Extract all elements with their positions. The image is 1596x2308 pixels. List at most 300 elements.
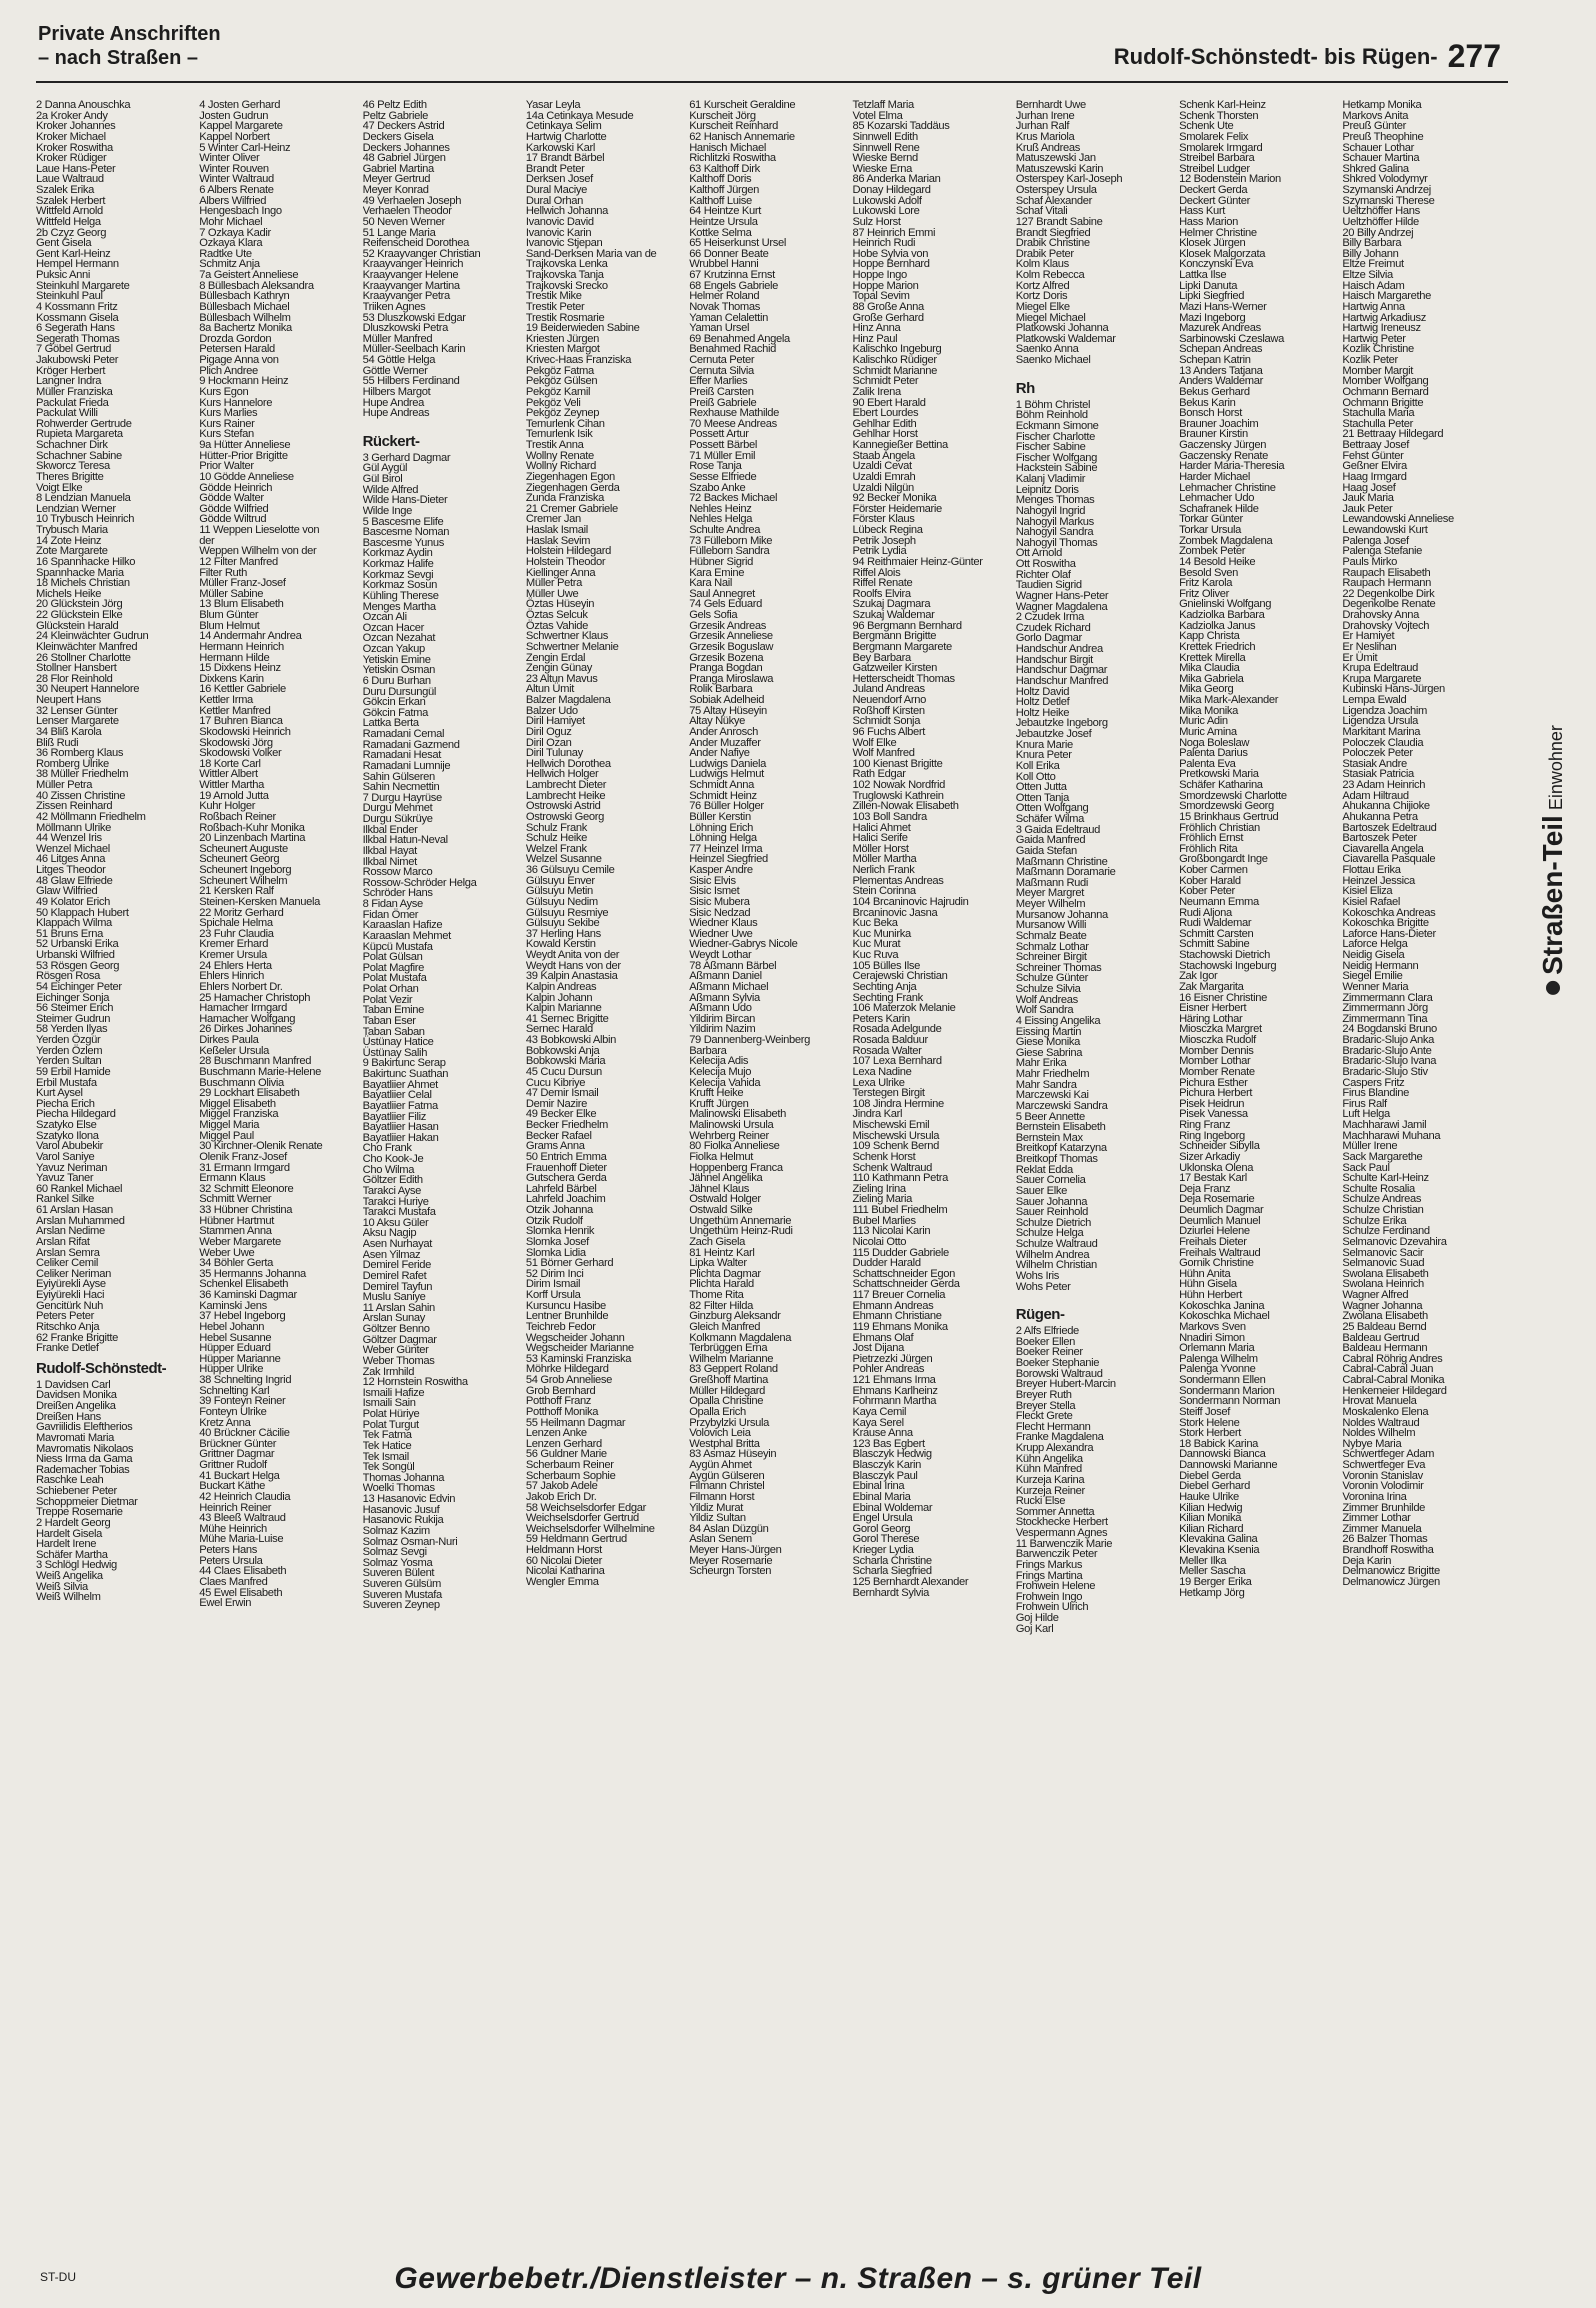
resident-entry: Celiker Neriman xyxy=(36,1267,111,1280)
resident-entry: 53 Rösgen Georg xyxy=(36,959,120,972)
resident-entry: 6 Duru Burhan xyxy=(362,674,431,687)
resident-entry: Lambrecht Heike xyxy=(525,789,606,802)
resident-entry: Kilian Hedwig xyxy=(1179,1501,1243,1514)
resident-entry: Kretz Anna xyxy=(199,1416,251,1429)
directory-column-8 xyxy=(1179,100,1342,2252)
directory-column-9 xyxy=(1342,100,1505,2252)
resident-entry: Brandt Peter xyxy=(525,162,585,175)
resident-entry: 4 Eissing Angelika xyxy=(1015,1014,1101,1027)
resident-entry: Kalthoff Doris xyxy=(689,173,752,186)
resident-entry: Lentner Brunhilde xyxy=(525,1310,609,1323)
resident-entry: Gatzweiler Kirsten xyxy=(852,662,937,675)
resident-entry: 36 Romberg Klaus xyxy=(36,747,124,760)
resident-entry: Petersen Harald xyxy=(199,343,275,356)
resident-entry: Trestik Rosmarie xyxy=(525,311,605,324)
resident-entry: Zieling Irina xyxy=(852,1182,906,1195)
resident-entry: Yildiz Murat xyxy=(689,1501,744,1514)
resident-entry: Drabik Christine xyxy=(1015,237,1090,250)
resident-entry: Sechting Frank xyxy=(852,991,923,1004)
resident-entry: 73 Fülleborn Mike xyxy=(689,534,773,547)
resident-entry: Steimer Gudrun xyxy=(36,1012,111,1025)
resident-entry: Siegel Emilie xyxy=(1342,970,1403,983)
resident-entry: Davidsen Monika xyxy=(36,1389,117,1402)
resident-entry: 105 Bülles Ilse xyxy=(852,959,920,972)
column-spacer xyxy=(363,419,524,427)
resident-entry: 1 Böhm Christel xyxy=(1015,398,1091,411)
resident-entry: Weber Uwe xyxy=(199,1246,255,1259)
resident-entry: Michels Heike xyxy=(36,587,102,600)
resident-entry: Lukowski Lore xyxy=(852,205,920,218)
resident-entry: Aßmann Udo xyxy=(689,1002,752,1015)
resident-entry: Puksic Anni xyxy=(36,269,90,281)
resident-entry: Zombek Magdalena xyxy=(1179,534,1273,547)
resident-entry: Lewandowski Kurt xyxy=(1342,524,1428,536)
resident-entry: Ostrowski Georg xyxy=(525,810,604,823)
resident-entry: Pekgöz Fatma xyxy=(525,364,594,377)
resident-entry: Ostrowski Astrid xyxy=(525,800,601,813)
resident-entry: Mazi Ingeborg xyxy=(1179,311,1246,324)
resident-entry: Grittner Rudolf xyxy=(199,1459,267,1471)
resident-entry: Er Neslihan xyxy=(1342,640,1397,653)
resident-entry: Fiolka Helmut xyxy=(689,1150,754,1163)
resident-entry: Preuß Günter xyxy=(1342,120,1406,133)
resident-entry: Diebel Gerhard xyxy=(1179,1480,1251,1493)
header-rule xyxy=(36,81,1508,83)
resident-entry: Schepan Katrin xyxy=(1179,354,1251,366)
resident-entry: Dixkens Karin xyxy=(199,672,264,685)
resident-entry: Polat Vezir xyxy=(362,993,413,1006)
resident-entry: Haisch Margarethe xyxy=(1342,290,1431,303)
resident-entry: Klosek Jürgen xyxy=(1179,237,1246,250)
resident-entry: Ozcan Hacer xyxy=(362,621,425,634)
resident-entry: Nahogyil Sandra xyxy=(1015,526,1094,539)
resident-entry: Kroker Johannes xyxy=(36,120,116,133)
resident-entry: Szabo Anke xyxy=(689,481,746,494)
resident-entry: Kapp Christa xyxy=(1179,630,1240,643)
resident-entry: Solmaz Yosma xyxy=(362,1556,433,1569)
resident-entry: Stammen Anna xyxy=(199,1225,272,1238)
resident-entry: Ochmann Bernard xyxy=(1342,385,1429,398)
resident-entry: Yetiskin Emine xyxy=(362,653,431,666)
resident-entry: Polat Hüriye xyxy=(362,1408,420,1420)
resident-entry: Wegscheider Johann xyxy=(525,1331,625,1344)
resident-entry: Bayatliier Celal xyxy=(362,1089,432,1102)
resident-entry: Mohr Michael xyxy=(199,215,263,228)
resident-entry: Nahogyil Ingrid xyxy=(1015,504,1086,517)
resident-entry: Olenik Franz-Josef xyxy=(199,1150,287,1163)
resident-entry: Scherbaum Sophie xyxy=(525,1469,616,1482)
resident-entry: Frohwein Ulrich xyxy=(1015,1601,1089,1614)
resident-entry: Potthoff Monika xyxy=(525,1405,599,1418)
resident-entry: Göltzer Dagmar xyxy=(362,1333,437,1346)
resident-entry: Dannowski Bianca xyxy=(1179,1448,1266,1461)
resident-entry: 110 Kathmann Petra xyxy=(852,1172,948,1185)
resident-entry: Ostwald Holger xyxy=(689,1193,761,1206)
resident-entry: Schulte Andrea xyxy=(689,524,761,536)
resident-entry: Krufft Heike xyxy=(689,1087,744,1100)
resident-entry: Winter Rouven xyxy=(199,162,269,175)
resident-entry: Treppe Rosemarie xyxy=(36,1506,123,1519)
resident-entry: Kurs Hannelore xyxy=(199,396,273,409)
resident-entry: Büllesbach Kathryn xyxy=(199,290,290,303)
resident-entry: 52 Urbanski Erika xyxy=(36,938,119,951)
resident-entry: Dirim Ismail xyxy=(525,1278,581,1291)
resident-entry: Packulat Frieda xyxy=(36,396,109,409)
resident-entry: Büller Kerstin xyxy=(689,810,751,823)
resident-entry: Ehmans Olaf xyxy=(852,1331,914,1344)
resident-entry: Marczewski Sandra xyxy=(1015,1099,1108,1112)
resident-entry: Pigage Anna von xyxy=(199,354,279,366)
resident-entry: 56 Steimer Erich xyxy=(36,1002,114,1015)
resident-entry: Heinrich Rudi xyxy=(852,237,916,250)
resident-entry: 13 Hasanovic Edvin xyxy=(362,1493,456,1505)
resident-entry: Rose Tanja xyxy=(689,460,742,473)
resident-entry: Kalthoff Luise xyxy=(689,194,752,207)
resident-entry: 43 Bleeß Waltraud xyxy=(199,1512,286,1525)
resident-entry: Weiß Silvia xyxy=(36,1580,88,1593)
resident-entry: Neumann Emma xyxy=(1179,895,1259,908)
resident-entry: Welzel Frank xyxy=(525,842,587,855)
resident-entry: Miggel Maria xyxy=(199,1119,260,1131)
resident-entry: 51 Lange Maria xyxy=(362,226,436,239)
resident-entry: Rexhause Mathilde xyxy=(689,407,780,420)
resident-entry: Gülsuyu Metin xyxy=(525,885,593,898)
resident-entry: Kursuncu Hasibe xyxy=(525,1299,606,1312)
resident-entry: Schmidt Heinz xyxy=(689,789,757,802)
resident-entry: Öztas Hüseyin xyxy=(525,598,595,611)
resident-entry: Lipki Siegfried xyxy=(1179,290,1245,303)
resident-entry: Piecha Hildegard xyxy=(36,1108,116,1121)
resident-entry: Große Gerhard xyxy=(852,311,924,324)
resident-entry: Ozcan Nezahat xyxy=(362,632,436,645)
resident-entry: Schenk Ute xyxy=(1179,120,1234,133)
resident-entry: Kurzeja Karina xyxy=(1015,1473,1085,1486)
resident-entry: Hühn Herbert xyxy=(1179,1289,1243,1301)
resident-entry: Lehmacher Udo xyxy=(1179,492,1255,505)
resident-entry: Aßmann Sylvia xyxy=(689,991,760,1004)
resident-entry: Cetinkaya Selim xyxy=(525,120,602,133)
directory-columns xyxy=(36,100,1506,2252)
resident-entry: Ungethüm Annemarie xyxy=(689,1214,792,1227)
resident-entry: Sinnwell Rene xyxy=(852,141,920,154)
resident-entry: Mahr Friedhelm xyxy=(1015,1068,1090,1080)
resident-entry: Trajkovska Tanja xyxy=(525,269,604,281)
resident-entry: Altay Nükye xyxy=(689,715,746,728)
resident-entry: Rösgen Rosa xyxy=(36,970,100,983)
resident-entry: Grzesik Boguslaw xyxy=(689,640,774,653)
side-tab-small: Einwohner xyxy=(1546,725,1566,811)
resident-entry: Göltzer Benno xyxy=(362,1323,430,1335)
resident-entry: Solmaz Osman-Nuri xyxy=(362,1535,458,1548)
resident-entry: Lendzian Werner xyxy=(36,502,116,515)
resident-entry: 19 Arnold Jutta xyxy=(199,789,269,802)
resident-entry: Sechting Anja xyxy=(852,980,917,993)
resident-entry: Kraayvanger Martina xyxy=(362,279,460,292)
resident-entry: Sauer Reinhold xyxy=(1015,1206,1089,1219)
resident-entry: Ueltzhöffer Hans xyxy=(1342,205,1420,218)
resident-entry: Ring Ingeborg xyxy=(1179,1129,1245,1142)
resident-entry: Diril Ozan xyxy=(525,736,572,749)
resident-entry: Sack Margarethe xyxy=(1342,1150,1423,1163)
resident-entry: Delmanowicz Brigitte xyxy=(1342,1565,1440,1578)
resident-entry: Yasar Leyla xyxy=(525,100,581,111)
resident-entry: Göltzer Edith xyxy=(362,1174,423,1187)
resident-entry: Kasper Andre xyxy=(689,864,753,876)
resident-entry: Frohwein Helene xyxy=(1015,1580,1096,1593)
column-spacer xyxy=(1016,366,1177,374)
resident-entry: Lexa Nadine xyxy=(852,1065,912,1078)
resident-entry: 69 Benahmed Angela xyxy=(689,332,790,345)
resident-entry: Bernhardt Sylvia xyxy=(852,1586,929,1599)
resident-entry: 90 Ebert Harald xyxy=(852,396,926,409)
resident-entry: 86 Anderka Marian xyxy=(852,173,941,186)
resident-entry: Krupp Alexandra xyxy=(1015,1442,1094,1454)
resident-entry: Hinz Paul xyxy=(852,332,898,345)
resident-entry: Ismaili Sain xyxy=(362,1397,416,1410)
resident-entry: 19 Beiderwieden Sabine xyxy=(525,322,640,335)
resident-entry: Holstein Theodor xyxy=(525,555,606,568)
resident-entry: Buschmann Olivia xyxy=(199,1076,284,1089)
resident-entry: Lipka Walter xyxy=(689,1257,747,1270)
resident-entry: Bubel Marlies xyxy=(852,1214,916,1227)
resident-entry: Taban Emine xyxy=(362,1004,425,1017)
resident-entry: Frauenhoff Dieter xyxy=(525,1161,607,1174)
side-tab-label xyxy=(1537,725,1569,995)
resident-entry: Kurscheit Reinhard xyxy=(689,120,779,133)
resident-entry: Filmann Christel xyxy=(689,1480,765,1493)
resident-entry: Staab Angela xyxy=(852,449,915,462)
resident-entry: Wengler Emma xyxy=(525,1575,599,1588)
resident-entry: Kuc Munirka xyxy=(852,927,911,940)
resident-entry: Cho Wilma xyxy=(362,1163,415,1176)
resident-entry: Kroker Roswitha xyxy=(36,141,113,154)
resident-entry: 88 Große Anna xyxy=(852,300,924,313)
resident-entry: 2 Alfs Elfriede xyxy=(1015,1325,1079,1338)
resident-entry: Moskalenko Elena xyxy=(1342,1405,1429,1418)
resident-entry: 24 Ehlers Herta xyxy=(199,959,272,972)
street-heading: Rudolf-Schönstedt- xyxy=(36,1359,167,1377)
resident-entry: Krupa Margarete xyxy=(1342,672,1422,685)
resident-entry: Nicolai Katharina xyxy=(525,1565,605,1578)
resident-entry: Pranga Bogdan xyxy=(689,662,763,675)
resident-entry: Gnielinski Wolfgang xyxy=(1179,598,1272,611)
resident-entry: 106 Materzok Melanie xyxy=(852,1002,956,1015)
resident-entry: Rupieta Margareta xyxy=(36,428,123,441)
resident-entry: Zengin Erdal xyxy=(525,651,586,664)
resident-entry: 50 Neven Werner xyxy=(362,215,445,228)
resident-entry: 67 Krutzinna Ernst xyxy=(689,269,775,281)
resident-entry: Ziegenhagen Egon xyxy=(525,470,615,483)
directory-column-4 xyxy=(526,100,689,2252)
resident-entry: Yildirim Nazim xyxy=(689,1023,756,1036)
resident-entry: Eyiyürekli Ayse xyxy=(36,1278,106,1291)
resident-entry: Prior Walter xyxy=(199,460,254,473)
resident-entry: Dirkes Paula xyxy=(199,1034,259,1046)
resident-entry: Richter Olaf xyxy=(1015,568,1071,581)
resident-entry: Mahr Erika xyxy=(1015,1057,1067,1070)
resident-entry: Ehlers Hinrich xyxy=(199,970,265,983)
resident-entry: Jebautzke Ingeborg xyxy=(1015,717,1108,730)
resident-entry: Osterspey Ursula xyxy=(1015,184,1097,196)
resident-entry: 2b Czyz Georg xyxy=(36,226,107,239)
resident-entry: Müller Petra xyxy=(525,577,582,590)
resident-entry: Blum Günter xyxy=(199,609,259,621)
resident-entry: Wiedner Klaus xyxy=(689,917,758,930)
resident-entry: Kappel Norbert xyxy=(199,130,270,143)
resident-entry: Arslan Nedime xyxy=(36,1225,105,1238)
resident-entry: Varol Abubekir xyxy=(36,1140,104,1153)
resident-entry: Scharla Christine xyxy=(852,1554,932,1567)
resident-entry: Hinz Anna xyxy=(852,322,901,335)
resident-entry: Schmidt Marianne xyxy=(852,364,938,377)
resident-entry: Laforce Hans-Dieter xyxy=(1342,927,1436,940)
resident-entry: Blasczyk Paul xyxy=(852,1469,918,1482)
resident-entry: Ozcan Ali xyxy=(362,611,407,624)
resident-entry: 21 Cremer Gabriele xyxy=(525,502,618,515)
resident-entry: Dudder Harald xyxy=(852,1257,921,1270)
resident-entry: Schröder Hans xyxy=(362,887,433,900)
resident-entry: Haag Josef xyxy=(1342,481,1396,494)
resident-entry: Stork Herbert xyxy=(1179,1427,1242,1440)
resident-entry: 104 Brcaninovic Hajrudin xyxy=(852,895,969,908)
resident-entry: Hupe Andrea xyxy=(362,396,425,409)
resident-entry: Volovich Leia xyxy=(689,1427,751,1440)
resident-entry: Zimmermann Jörg xyxy=(1342,1002,1428,1015)
resident-entry: Nehles Helga xyxy=(689,513,753,526)
resident-entry: 36 Gülsuyu Cemile xyxy=(525,864,615,876)
resident-entry: Drabik Peter xyxy=(1015,247,1074,260)
resident-entry: 83 Geppert Roland xyxy=(689,1363,778,1376)
resident-entry: Korkmaz Sosun xyxy=(362,579,438,592)
resident-entry: Schäfer Martha xyxy=(36,1548,108,1561)
resident-entry: Degenkolbe Renate xyxy=(1342,598,1436,611)
resident-entry: Keßeler Ursula xyxy=(199,1044,270,1057)
resident-entry: Krause Anna xyxy=(852,1427,913,1440)
resident-entry: Shkred Galina xyxy=(1342,162,1409,175)
resident-entry: Szatyko Else xyxy=(36,1119,97,1131)
resident-entry: Langner Indra xyxy=(36,375,102,388)
resident-entry: Gaczensky Jürgen xyxy=(1179,439,1267,451)
resident-entry: Sauer Cornelia xyxy=(1015,1174,1086,1187)
resident-entry: Schepan Andreas xyxy=(1179,343,1263,356)
resident-entry: Claes Manfred xyxy=(199,1575,268,1588)
resident-entry: Winter Oliver xyxy=(199,152,260,165)
resident-entry: Hasanovic Jusuf xyxy=(362,1503,440,1516)
resident-entry: 55 Hilbers Ferdinand xyxy=(362,375,460,388)
resident-entry: Korkmaz Aydin xyxy=(362,547,433,560)
resident-entry: Opalla Erich xyxy=(689,1405,746,1418)
resident-entry: 37 Hebel Ingeborg xyxy=(199,1310,286,1323)
resident-entry: Gülsuyu Nedim xyxy=(525,895,598,908)
resident-entry: 109 Schenk Bernd xyxy=(852,1140,939,1153)
resident-entry: Weichselsdorfer Gertrud xyxy=(525,1512,639,1525)
resident-entry: Temurlenk Isik xyxy=(525,428,593,441)
resident-entry: Platkowski Waldemar xyxy=(1015,332,1116,345)
resident-entry: Ludwigs Daniela xyxy=(689,757,767,770)
resident-entry: Karaaslan Mehmet xyxy=(362,929,451,942)
resident-entry: Gavriilidis Eleftherios xyxy=(36,1421,133,1434)
resident-entry: Gödde Walter xyxy=(199,492,264,505)
resident-entry: Thomas Johanna xyxy=(362,1471,445,1484)
resident-entry: Trajkovska Lenka xyxy=(525,258,608,271)
resident-entry: Maßmann Rudi xyxy=(1015,876,1089,889)
resident-entry: Schauer Lothar xyxy=(1342,141,1414,154)
resident-entry: Noga Boleslaw xyxy=(1179,736,1250,749)
resident-entry: Arslan Rifat xyxy=(36,1235,90,1248)
resident-entry: Erbil Mustafa xyxy=(36,1076,97,1089)
resident-entry: Weber Günter xyxy=(362,1344,429,1357)
resident-entry: Kurs Stefan xyxy=(199,428,254,441)
resident-entry: 87 Heinrich Emmi xyxy=(852,226,936,239)
resident-entry: Demirel Feride xyxy=(362,1259,432,1272)
resident-entry: Voigt Elke xyxy=(36,481,83,494)
resident-entry: Maßmann Christine xyxy=(1015,855,1108,868)
resident-entry: 21 Bettraay Hildegard xyxy=(1342,428,1444,441)
resident-entry: 55 Heilmann Dagmar xyxy=(525,1416,626,1429)
resident-entry: Kurscheit Jörg xyxy=(689,109,756,122)
resident-entry: Scharla Siegfried xyxy=(852,1565,932,1578)
resident-entry: 76 Büller Holger xyxy=(689,800,764,813)
resident-entry: 3 Schlögl Hedwig xyxy=(36,1559,117,1572)
resident-entry: Schenk Waltraud xyxy=(852,1161,933,1174)
resident-entry: 46 Litges Anna xyxy=(36,853,106,866)
resident-entry: Schachner Sabine xyxy=(36,449,122,462)
resident-entry: Bernstein Elisabeth xyxy=(1015,1121,1106,1134)
resident-entry: Mazi Hans-Werner xyxy=(1179,300,1267,313)
resident-entry: Aßmann Michael xyxy=(689,980,769,993)
resident-entry: Goj Hilde xyxy=(1015,1612,1059,1624)
resident-entry: Ander Muzaffer xyxy=(689,736,761,749)
resident-entry: Gabriel Martina xyxy=(362,162,434,175)
directory-column-1 xyxy=(36,100,199,2252)
resident-entry: Noldes Waltraud xyxy=(1342,1416,1420,1429)
resident-entry: Welzel Susanne xyxy=(525,853,602,866)
resident-entry: Otzik Rudolf xyxy=(525,1214,583,1227)
resident-entry: Zissen Reinhard xyxy=(36,800,113,813)
resident-entry: Peltz Gabriele xyxy=(362,109,428,122)
resident-entry: Mischewski Emil xyxy=(852,1119,930,1131)
resident-entry: Skodowski Heinrich xyxy=(199,725,291,738)
resident-entry: Leipnitz Doris xyxy=(1015,483,1079,496)
resident-entry: Possett Artur xyxy=(689,428,749,441)
side-tab-big: Straßen-Teil xyxy=(1537,815,1568,975)
page-header-left xyxy=(38,22,221,70)
resident-entry: Laforce Helga xyxy=(1342,938,1408,951)
resident-entry: 7a Geistert Anneliese xyxy=(199,269,299,281)
resident-entry: 2 Danna Anouschka xyxy=(36,100,131,111)
resident-entry: Breyer Stella xyxy=(1015,1399,1076,1412)
resident-entry: Ewel Erwin xyxy=(199,1597,252,1610)
resident-entry: Kottke Selma xyxy=(689,226,752,239)
resident-entry: 54 Göttle Helga xyxy=(362,354,436,366)
resident-entry: 30 Kirchner-Olenik Renate xyxy=(199,1140,323,1153)
resident-entry: 21 Kersken Ralf xyxy=(199,885,274,898)
resident-entry: 60 Rankel Michael xyxy=(36,1182,123,1195)
resident-entry: 5 Beer Annette xyxy=(1015,1110,1085,1123)
resident-entry: Momber Wolfgang xyxy=(1342,375,1429,388)
resident-entry: Gül Aygül xyxy=(362,462,408,475)
resident-entry: 5 Bascesme Elife xyxy=(362,515,444,528)
resident-entry: Vespermann Agnes xyxy=(1015,1527,1108,1539)
resident-entry: 40 Brückner Cäcilie xyxy=(199,1427,290,1440)
street-heading: Rückert- xyxy=(362,432,420,450)
resident-entry: 34 Bliß Karola xyxy=(36,725,102,738)
resident-entry: Arslan Sunay xyxy=(362,1312,425,1325)
resident-entry: Stollner Hansbert xyxy=(36,662,117,675)
resident-entry: Cremer Jan xyxy=(525,513,581,526)
resident-entry: 94 Reithmaier Heinz-Günter xyxy=(852,555,983,568)
resident-entry: Nehles Heinz xyxy=(689,502,752,515)
